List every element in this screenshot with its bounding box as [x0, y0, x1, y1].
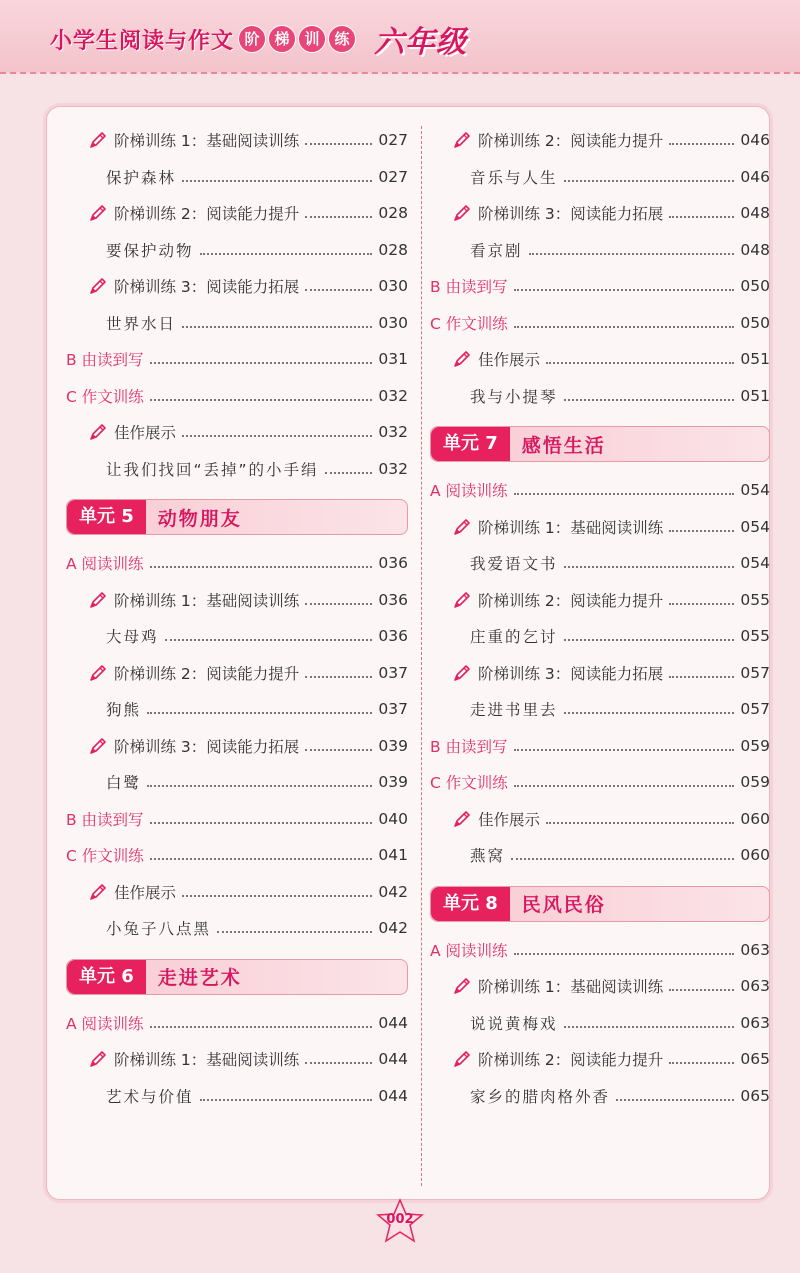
toc-lesson-entry[interactable]: [66, 305, 408, 342]
entry-page: 041: [378, 846, 408, 865]
toc-section-entry[interactable]: [66, 837, 408, 874]
entry-page: 048: [740, 204, 770, 223]
toc-training-entry[interactable]: [430, 801, 770, 838]
toc-lesson-entry[interactable]: [66, 618, 408, 655]
dot-leader: [150, 1026, 373, 1028]
entry-title: A 阅读训练: [66, 555, 144, 574]
dot-leader: [669, 676, 734, 678]
toc-lesson-entry[interactable]: [66, 910, 408, 947]
toc-lesson-entry[interactable]: [430, 837, 770, 874]
toc-lesson-entry[interactable]: [430, 232, 770, 269]
page-number-badge: [375, 1198, 425, 1244]
ladder-badge: 阶: [238, 25, 266, 53]
dot-leader: [514, 289, 735, 291]
entry-page: 030: [378, 277, 408, 296]
entry-title: A 阅读训练: [430, 482, 508, 501]
entry-title: 小兔子八点黑: [106, 920, 212, 939]
entry-page: 046: [740, 167, 770, 186]
entry-page: 055: [740, 627, 770, 646]
toc-training-entry[interactable]: [66, 122, 408, 159]
entry-title: 阶梯训练 2：阅读能力提升: [114, 205, 300, 224]
entry-title: 保护森林: [106, 168, 177, 187]
dot-leader: [546, 822, 734, 824]
toc-training-entry[interactable]: [430, 195, 770, 232]
entry-title: 阶梯训练 1：基础阅读训练: [114, 132, 300, 151]
unit-number: 单元 8: [431, 887, 510, 921]
toc-section-entry[interactable]: [66, 341, 408, 378]
entry-page: 032: [378, 386, 408, 405]
toc-section-entry[interactable]: [66, 378, 408, 415]
unit-number: 单元 5: [67, 500, 146, 534]
dot-leader: [182, 326, 372, 328]
entry-page: 057: [740, 663, 770, 682]
entry-page: 060: [740, 809, 770, 828]
book-title: [50, 22, 468, 60]
entry-title: 阶梯训练 1：基础阅读训练: [478, 978, 664, 997]
toc-lesson-entry[interactable]: [66, 1078, 408, 1115]
ladder-badge: 训: [298, 25, 326, 53]
entry-title: 阶梯训练 3：阅读能力拓展: [114, 737, 300, 756]
entry-page: 063: [740, 940, 770, 959]
entry-title: B 由读到写: [430, 737, 508, 756]
entry-page: 039: [378, 773, 408, 792]
dot-leader: [564, 399, 735, 401]
pencil-icon: [452, 130, 472, 150]
dot-leader: [325, 472, 373, 474]
pencil-icon: [88, 203, 108, 223]
dot-leader: [669, 603, 734, 605]
dot-leader: [514, 785, 735, 787]
entry-title: 走进书里去: [470, 701, 558, 720]
pencil-icon: [452, 517, 472, 537]
pencil-icon: [452, 663, 472, 683]
dot-leader: [669, 530, 734, 532]
dot-leader: [564, 180, 735, 182]
entry-title: 大母鸡: [106, 628, 159, 647]
pencil-icon: [88, 422, 108, 442]
dot-leader: [200, 253, 373, 255]
entry-page: 042: [378, 919, 408, 938]
dot-leader: [200, 1099, 373, 1101]
entry-page: 054: [740, 481, 770, 500]
entry-title: 阶梯训练 3：阅读能力拓展: [478, 205, 664, 224]
entry-page: 046: [740, 131, 770, 150]
unit-title: 动物朋友: [157, 507, 242, 530]
pencil-icon: [88, 276, 108, 296]
entry-title: 阶梯训练 2：阅读能力提升: [478, 1051, 664, 1070]
dot-leader: [150, 858, 373, 860]
entry-title: 佳作展示: [114, 883, 177, 902]
pencil-icon: [88, 736, 108, 756]
ladder-badges: [238, 25, 356, 53]
entry-page: 059: [740, 773, 770, 792]
dot-leader: [514, 953, 735, 955]
toc-training-entry[interactable]: [66, 874, 408, 911]
dot-leader: [305, 143, 372, 145]
entry-page: 048: [740, 240, 770, 259]
entry-page: 057: [740, 700, 770, 719]
entry-title: 白鹭: [106, 774, 142, 793]
entry-page: 044: [378, 1013, 408, 1032]
entry-title: B 由读到写: [430, 278, 508, 297]
toc-section-entry[interactable]: [66, 1005, 408, 1042]
toc-left-column: [66, 122, 408, 1114]
toc-training-entry[interactable]: [430, 655, 770, 692]
entry-page: 042: [378, 882, 408, 901]
entry-page: 036: [378, 627, 408, 646]
toc-lesson-entry[interactable]: [66, 232, 408, 269]
page-number: 002: [386, 1212, 414, 1227]
unit-heading: [430, 886, 770, 922]
toc-lesson-entry[interactable]: [430, 378, 770, 415]
toc-training-entry[interactable]: [66, 268, 408, 305]
entry-title: 我爱语文书: [470, 555, 558, 574]
entry-page: 059: [740, 736, 770, 755]
entry-page: 039: [378, 736, 408, 755]
entry-page: 055: [740, 590, 770, 609]
entry-title: C 作文训练: [66, 847, 144, 866]
dot-leader: [669, 989, 734, 991]
entry-page: 032: [378, 459, 408, 478]
pencil-icon: [452, 976, 472, 996]
dot-leader: [305, 603, 372, 605]
toc-training-entry[interactable]: [66, 1041, 408, 1078]
toc-section-entry[interactable]: [430, 932, 770, 969]
pencil-icon: [88, 130, 108, 150]
unit-heading: [66, 499, 408, 535]
entry-page: 031: [378, 350, 408, 369]
entry-page: 054: [740, 517, 770, 536]
entry-title: C 作文训练: [430, 774, 508, 793]
pencil-icon: [452, 809, 472, 829]
dot-leader: [529, 253, 735, 255]
toc-lesson-entry[interactable]: [430, 1078, 770, 1115]
dot-leader: [514, 326, 735, 328]
dot-leader: [546, 362, 734, 364]
entry-title: 阶梯训练 3：阅读能力拓展: [114, 278, 300, 297]
entry-title: 佳作展示: [478, 351, 541, 370]
toc-lesson-entry[interactable]: [430, 1005, 770, 1042]
entry-page: 063: [740, 1013, 770, 1032]
entry-page: 050: [740, 277, 770, 296]
entry-title: C 作文训练: [66, 387, 144, 406]
dot-leader: [150, 822, 373, 824]
entry-page: 065: [740, 1086, 770, 1105]
toc-section-entry[interactable]: [66, 801, 408, 838]
pencil-icon: [452, 1049, 472, 1069]
entry-page: 065: [740, 1050, 770, 1069]
toc-lesson-entry[interactable]: [430, 691, 770, 728]
toc-training-entry[interactable]: [66, 414, 408, 451]
entry-title: 要保护动物: [106, 241, 194, 260]
entry-title: A 阅读训练: [66, 1014, 144, 1033]
toc-section-entry[interactable]: [66, 545, 408, 582]
entry-page: 037: [378, 663, 408, 682]
pencil-icon: [88, 663, 108, 683]
entry-page: 050: [740, 313, 770, 332]
dot-leader: [564, 566, 735, 568]
pencil-icon: [452, 203, 472, 223]
dot-leader: [564, 712, 735, 714]
toc-training-entry[interactable]: [66, 728, 408, 765]
dot-leader: [147, 785, 372, 787]
entry-title: 燕窝: [470, 847, 506, 866]
entry-title: 佳作展示: [478, 810, 541, 829]
dot-leader: [305, 216, 372, 218]
entry-page: 037: [378, 700, 408, 719]
entry-title: 阶梯训练 3：阅读能力拓展: [478, 664, 664, 683]
dot-leader: [150, 399, 373, 401]
pencil-icon: [452, 349, 472, 369]
ladder-badge: 梯: [268, 25, 296, 53]
entry-page: 054: [740, 554, 770, 573]
ladder-badge: 练: [328, 25, 356, 53]
dot-leader: [305, 749, 372, 751]
entry-title: A 阅读训练: [430, 941, 508, 960]
entry-title: 佳作展示: [114, 424, 177, 443]
unit-title: 民风民俗: [521, 894, 606, 916]
unit-number: 单元 7: [431, 427, 510, 461]
dot-leader: [150, 362, 373, 364]
pencil-icon: [88, 590, 108, 610]
toc-training-entry[interactable]: [66, 655, 408, 692]
pencil-icon: [452, 590, 472, 610]
dot-leader: [305, 289, 372, 291]
dot-leader: [616, 1099, 734, 1101]
dot-leader: [514, 749, 735, 751]
entry-title: 让我们找回“丢掉”的小手绢: [106, 460, 319, 479]
toc-training-entry[interactable]: [430, 341, 770, 378]
dot-leader: [564, 1026, 735, 1028]
dot-leader: [669, 143, 734, 145]
dot-leader: [165, 639, 373, 641]
entry-page: 060: [740, 846, 770, 865]
toc-section-entry[interactable]: [430, 728, 770, 765]
entry-title: 艺术与价值: [106, 1087, 194, 1106]
unit-number: 单元 6: [67, 960, 146, 994]
toc-training-entry[interactable]: [430, 968, 770, 1005]
entry-page: 036: [378, 590, 408, 609]
unit-heading: [66, 959, 408, 995]
toc-lesson-entry[interactable]: [430, 618, 770, 655]
toc-lesson-entry[interactable]: [66, 691, 408, 728]
toc-section-entry[interactable]: [430, 268, 770, 305]
entry-page: 063: [740, 977, 770, 996]
unit-heading: [430, 426, 770, 462]
dot-leader: [564, 639, 735, 641]
toc-section-entry[interactable]: [430, 764, 770, 801]
pencil-icon: [88, 882, 108, 902]
toc-lesson-entry[interactable]: [66, 451, 408, 488]
entry-title: 看京剧: [470, 241, 523, 260]
entry-page: 030: [378, 313, 408, 332]
entry-title: B 由读到写: [66, 810, 144, 829]
dot-leader: [182, 180, 372, 182]
toc-lesson-entry[interactable]: [66, 159, 408, 196]
unit-title: 走进艺术: [157, 967, 242, 989]
dot-leader: [305, 1062, 372, 1064]
entry-page: 028: [378, 240, 408, 259]
entry-page: 051: [740, 350, 770, 369]
entry-title: 音乐与人生: [470, 168, 558, 187]
entry-title: 阶梯训练 1：基础阅读训练: [478, 518, 664, 537]
entry-page: 027: [378, 167, 408, 186]
entry-title: 阶梯训练 1：基础阅读训练: [114, 1051, 300, 1070]
entry-page: 027: [378, 131, 408, 150]
series-title: 小学生阅读与作文: [50, 28, 235, 54]
toc-right-column: [430, 122, 770, 1114]
toc-training-entry[interactable]: [430, 1041, 770, 1078]
column-divider: [421, 126, 422, 1186]
toc-section-entry[interactable]: [430, 305, 770, 342]
dot-leader: [669, 1062, 734, 1064]
toc-training-entry[interactable]: [430, 582, 770, 619]
entry-page: 032: [378, 423, 408, 442]
dot-leader: [217, 931, 372, 933]
dot-leader: [669, 216, 734, 218]
entry-page: 040: [378, 809, 408, 828]
entry-title: 阶梯训练 1：基础阅读训练: [114, 591, 300, 610]
entry-title: 狗熊: [106, 701, 142, 720]
dot-leader: [511, 858, 734, 860]
entry-title: 庄重的乞讨: [470, 628, 558, 647]
entry-page: 044: [378, 1050, 408, 1069]
entry-title: 阶梯训练 2：阅读能力提升: [478, 591, 664, 610]
entry-title: 家乡的腊肉格外香: [470, 1087, 611, 1106]
toc-lesson-entry[interactable]: [430, 159, 770, 196]
entry-page: 028: [378, 204, 408, 223]
entry-title: 阶梯训练 2：阅读能力提升: [478, 132, 664, 151]
entry-title: 我与小提琴: [470, 387, 558, 406]
grade-label: 六年级: [374, 25, 468, 60]
dot-leader: [150, 566, 373, 568]
page-header: [0, 0, 800, 74]
entry-title: 阶梯训练 2：阅读能力提升: [114, 664, 300, 683]
unit-title: 感悟生活: [521, 434, 606, 457]
toc-training-entry[interactable]: [430, 122, 770, 159]
entry-title: C 作文训练: [430, 314, 508, 333]
dot-leader: [305, 676, 372, 678]
entry-page: 044: [378, 1086, 408, 1105]
toc-training-entry[interactable]: [66, 195, 408, 232]
dot-leader: [514, 493, 735, 495]
dot-leader: [182, 895, 372, 897]
entry-title: B 由读到写: [66, 351, 144, 370]
dot-leader: [182, 435, 372, 437]
toc-lesson-entry[interactable]: [430, 545, 770, 582]
toc-section-entry[interactable]: [430, 472, 770, 509]
entry-page: 051: [740, 386, 770, 405]
entry-title: 说说黄梅戏: [470, 1014, 558, 1033]
toc-lesson-entry[interactable]: [66, 764, 408, 801]
entry-page: 036: [378, 554, 408, 573]
toc-training-entry[interactable]: [430, 509, 770, 546]
toc-training-entry[interactable]: [66, 582, 408, 619]
entry-title: 世界水日: [106, 314, 177, 333]
dot-leader: [147, 712, 372, 714]
pencil-icon: [88, 1049, 108, 1069]
